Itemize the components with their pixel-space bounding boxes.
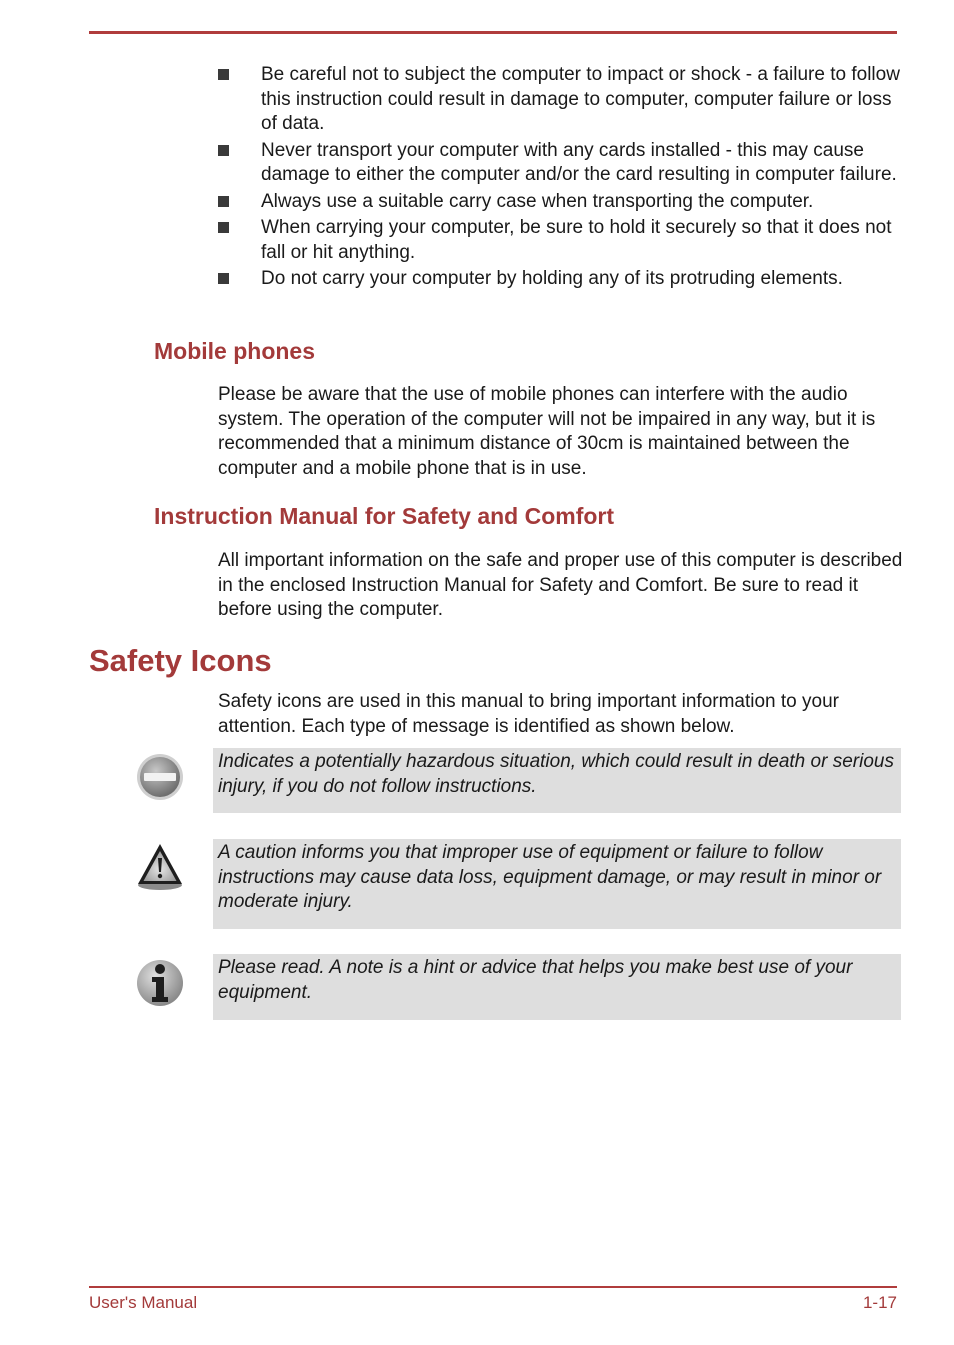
danger-message-box bbox=[213, 748, 901, 813]
footer-manual-title: User's Manual bbox=[89, 1293, 198, 1312]
bullet-list bbox=[216, 63, 901, 294]
caution-icon bbox=[135, 841, 185, 891]
square-bullet-icon bbox=[218, 222, 229, 233]
note-message-box bbox=[213, 954, 901, 1020]
mobile-phones-paragraph: Please be aware that the use of mobile phones can interfere with the audio system. The operation of the computer will not be impaired in any way, but it is recommended that a minimum distance of 30cm is maintained between the computer and a mobile phone that is in use. bbox=[218, 384, 876, 479]
note-message-text: Please read. A note is a hint or advice that helps you make best use of your equipment. bbox=[218, 957, 853, 1003]
list-item bbox=[216, 216, 901, 265]
bullet-text: Do not carry your computer by holding any of its protruding elements. bbox=[261, 268, 843, 289]
mobile-phones-heading: Mobile phones bbox=[154, 338, 315, 364]
bullet-text: Never transport your computer with any cards installed - this may cause damage to either the computer and/or the card resulting in computer failure. bbox=[261, 139, 897, 185]
page-title: Safety Icons bbox=[89, 643, 272, 678]
info-icon bbox=[135, 958, 185, 1008]
list-item bbox=[216, 267, 901, 292]
danger-icon bbox=[135, 752, 185, 802]
instruction-manual-heading: Instruction Manual for Safety and Comfort bbox=[154, 503, 615, 529]
top-rule bbox=[89, 31, 897, 34]
square-bullet-icon bbox=[218, 196, 229, 207]
list-item bbox=[216, 63, 901, 137]
instruction-manual-paragraph: All important information on the safe and proper use of this computer is described in the enclosed Instruction Manual for Safety and Comfort. Be sure to read it before using the computer. bbox=[218, 550, 903, 620]
list-item bbox=[216, 190, 901, 215]
square-bullet-icon bbox=[218, 273, 229, 284]
bullet-text: When carrying your computer, be sure to hold it securely so that it does not fall or hit anything. bbox=[261, 217, 892, 263]
page-number: 1-17 bbox=[862, 1293, 897, 1312]
list-item bbox=[216, 139, 901, 188]
square-bullet-icon bbox=[218, 69, 229, 80]
bullet-text: Always use a suitable carry case when transporting the computer. bbox=[261, 190, 814, 212]
square-bullet-icon bbox=[218, 145, 229, 156]
danger-message-text: Indicates a potentially hazardous situation, which could result in death or serious injury, if you do not follow instructions. bbox=[218, 751, 894, 797]
bullet-text: Be careful not to subject the computer to impact or shock - a failure to follow this instruction could result in damage to computer, computer failure or loss of data. bbox=[261, 64, 900, 134]
caution-message-text: A caution informs you that improper use of equipment or failure to follow instructions may cause data loss, equipment damage, or may result in minor or moderate injury. bbox=[218, 842, 882, 912]
footer-rule bbox=[89, 1286, 897, 1288]
caution-message-box bbox=[213, 839, 901, 929]
safety-intro-paragraph: Safety icons are used in this manual to bring important information to your attention. Each type of message is identified as shown below. bbox=[218, 691, 839, 737]
